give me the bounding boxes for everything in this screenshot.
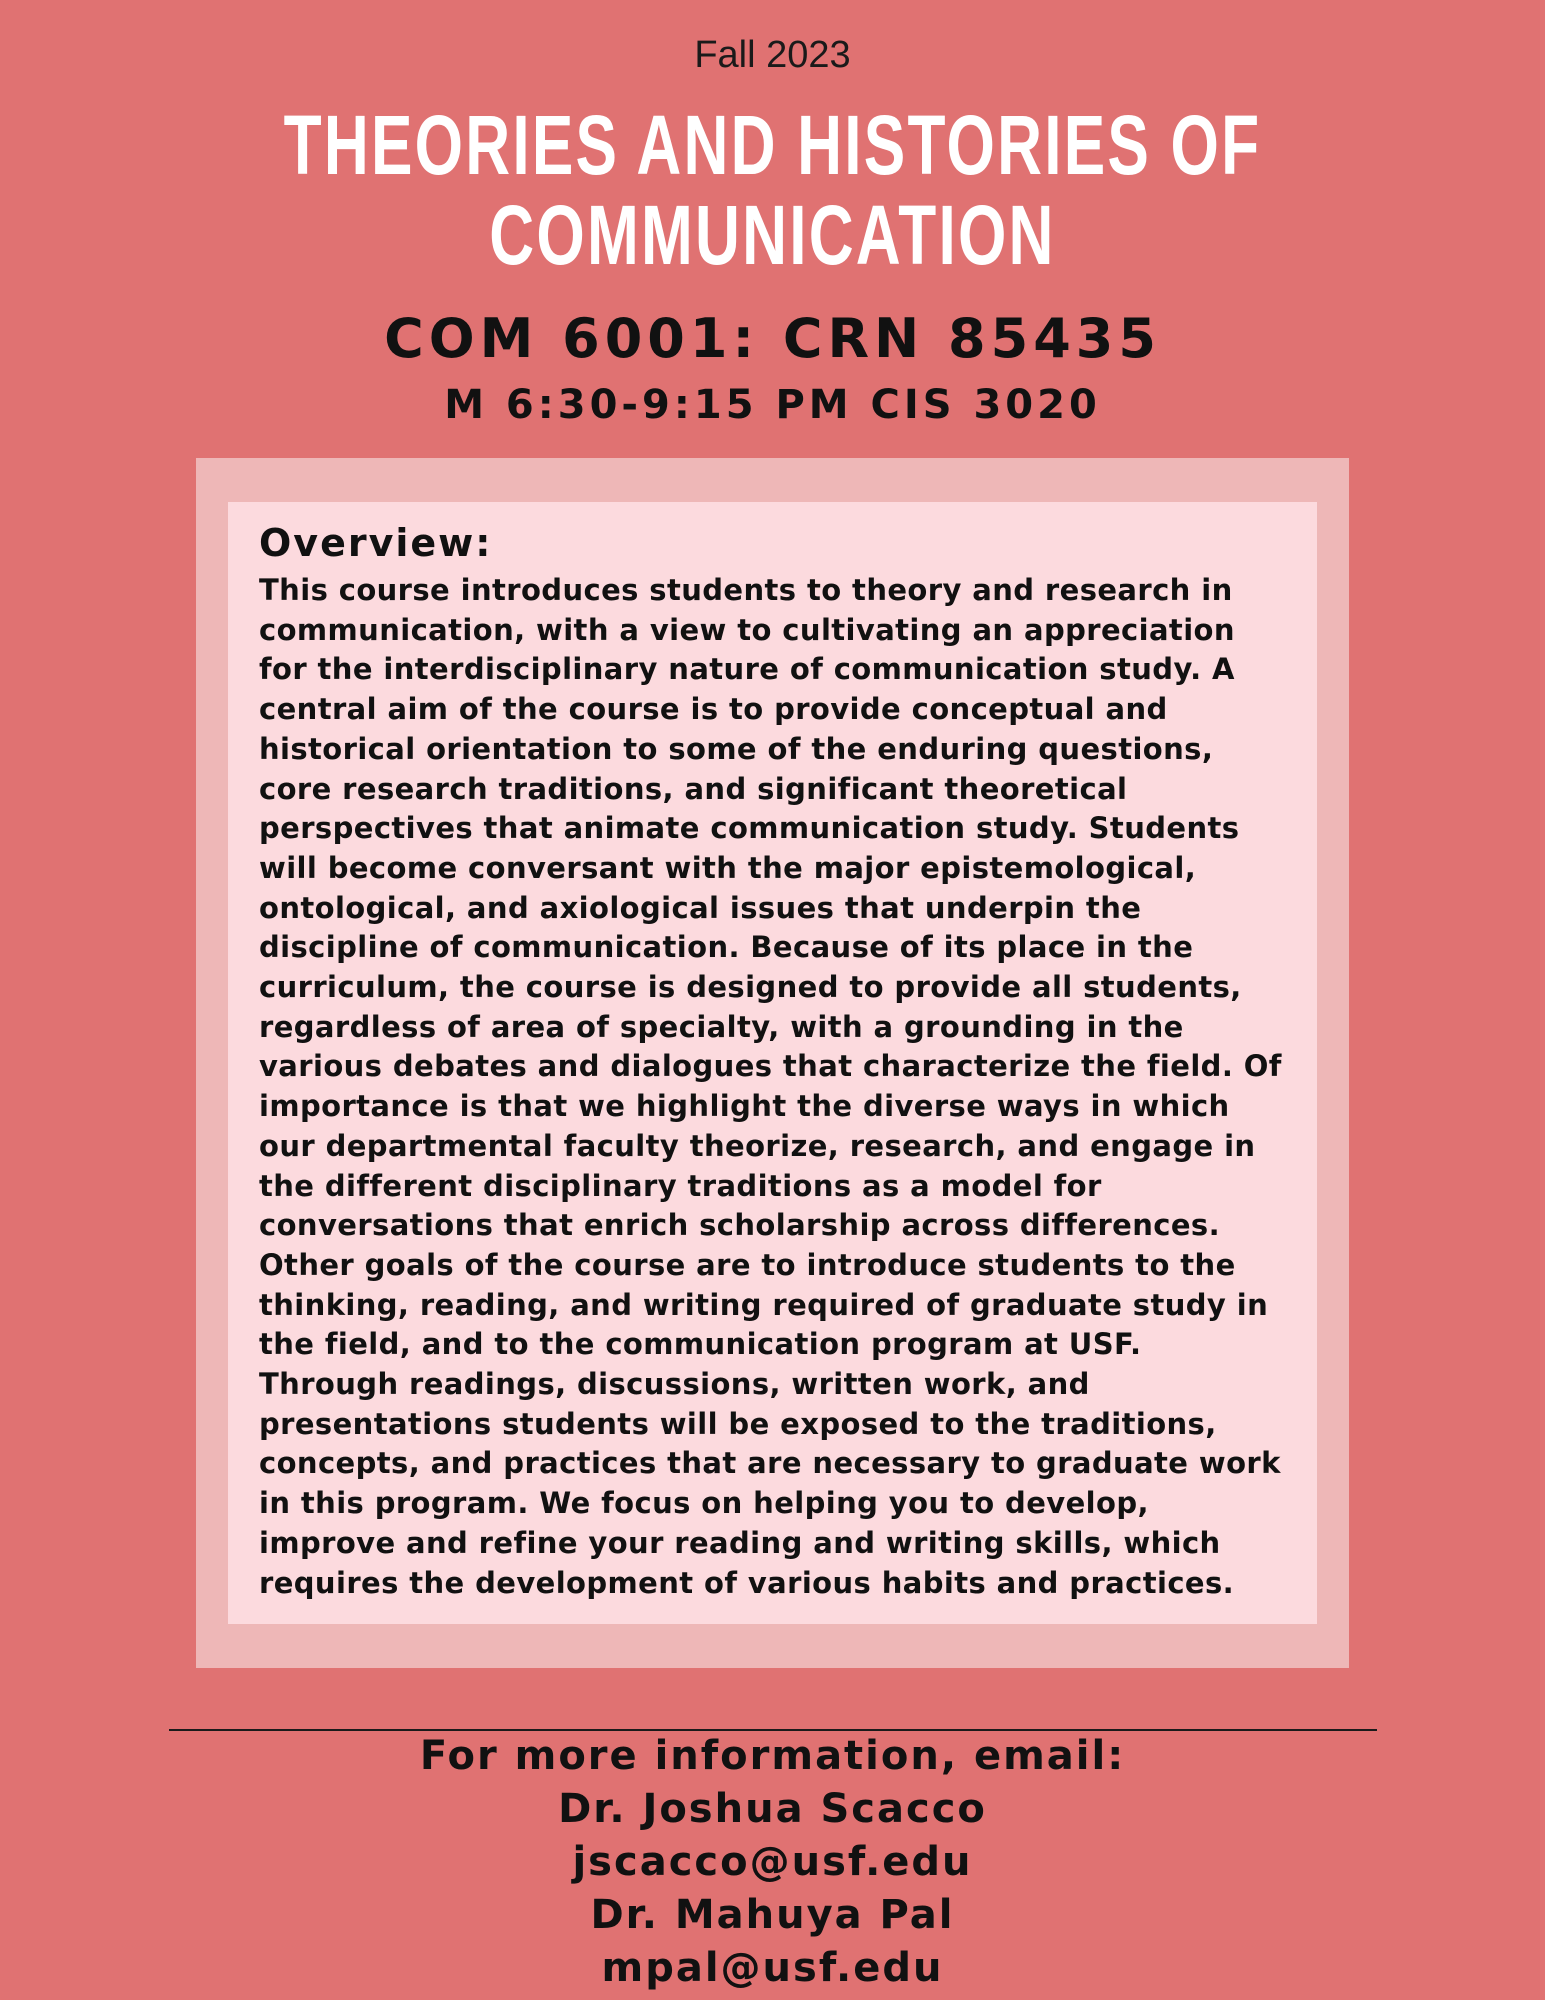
course-title-line-2: COMMUNICATION: [489, 188, 1056, 282]
course-code: COM 6001: CRN 85435: [384, 307, 1161, 370]
contact-prompt: For more information, email:: [419, 1733, 1126, 1779]
term-label: Fall 2023: [694, 34, 851, 76]
contact-1-name: Dr. Joshua Scacco: [558, 1786, 987, 1832]
overview-heading: Overview:: [259, 521, 493, 565]
contact-2-email[interactable]: mpal@usf.edu: [601, 1945, 944, 1991]
overview-body: This course introduces students to theory and research in communication, with a view to cultivating an appreciation for the interdisciplinary nature of communication study. A central aim of the course is to provide conceptual and historical orientation to some of the enduring questions, core research traditions, and significant theoretical perspectives that animate communication study. Students will become conversant with the major epistemological, ontological, and axiological issues that underpin the discipline of communication. Because of its place in the curriculum, the course is designed to provide all students, regardless of area of specialty, with a grounding in the various debates and dialogues that characterize the field. Of importance is that we highlight the diverse ways in which our departmental faculty theorize, research, and engage in the different disciplinary traditions as a model for conversations that enrich scholarship across differences. Other goals of the course are to introduce students to the thinking, reading, and writing required of graduate study in the field, and to the communication program at USF. Through readings, discussions, written work, and presentations students will be exposed to the traditions, concepts, and practices that are necessary to graduate work in this program. We focus on helping you to develop, improve and refine your reading and writing skills, which requires the development of various habits and practices.: [259, 573, 1282, 1600]
contact-2-name: Dr. Mahuya Pal: [590, 1892, 955, 1938]
contact-section: [0, 1730, 1545, 1995]
course-schedule: M 6:30-9:15 PM CIS 3020: [444, 382, 1101, 428]
course-title-line-1: THEORIES AND HISTORIES OF: [283, 98, 1262, 192]
course-title: [0, 100, 1545, 280]
contact-1-email[interactable]: jscacco@usf.edu: [572, 1839, 973, 1885]
